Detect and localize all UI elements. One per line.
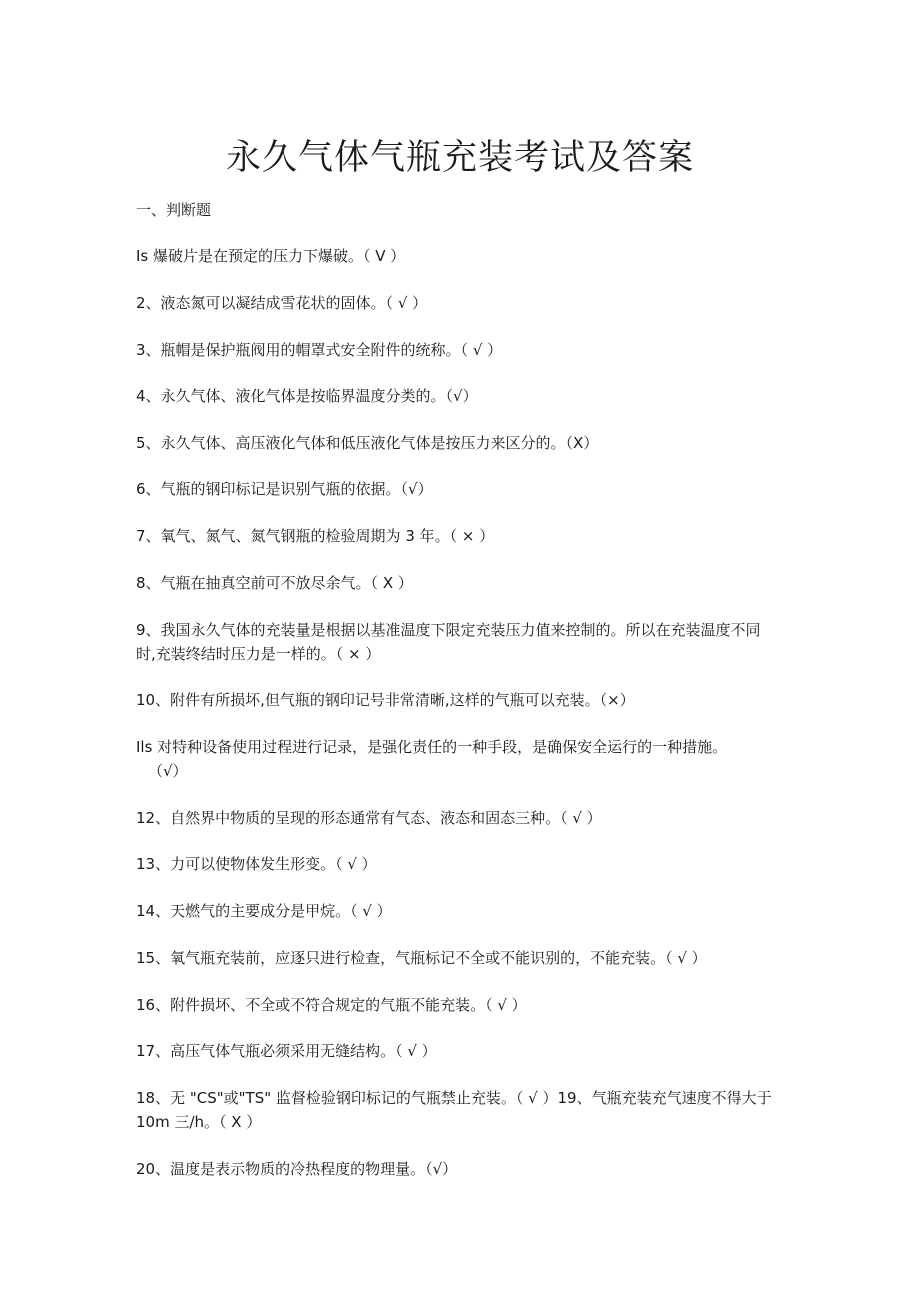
question-text: 17、高压气体气瓶必须采用无缝结构。（ √ ） [136,1042,437,1060]
question-item [136,524,784,548]
question-item [136,993,784,1017]
question-text: 12、自然界中物质的呈现的形态通常有气态、液态和固态三种。（ √ ） [136,809,602,827]
question-text: 9、我国永久气体的充装量是根据以基准温度下限定充装压力值来控制的。所以在充装温度不同 [136,621,761,639]
question-item [136,244,784,268]
question-text: 8、气瓶在抽真空前可不放尽余气。（ X ） [136,574,413,592]
question-text: 10、附件有所损坏,但气瓶的钢印记号非常清晰,这样的气瓶可以充装。（×） [136,691,635,709]
question-text: 20、温度是表示物质的冷热程度的物理量。（√） [136,1160,458,1178]
question-continuation: 时,充装终结时压力是一样的。（ × ） [136,645,381,663]
question-item [136,1086,784,1134]
question-item [136,618,784,666]
question-item [136,571,784,595]
section-heading: 一、判断题 [136,201,212,219]
question-item [136,735,784,783]
document-title: 永久气体气瓶充装考试及答案 [225,138,694,178]
question-item [136,291,784,315]
question-text: Is 爆破片是在预定的压力下爆破。（ V ） [136,247,406,265]
question-item [136,338,784,362]
question-item [136,806,784,830]
question-item [136,899,784,923]
question-text: 14、天燃气的主要成分是甲烷。（ √ ） [136,902,392,920]
question-text: 15、氧气瓶充装前，应逐只进行检查，气瓶标记不全或不能识别的，不能充装。（ √ ） [136,949,707,967]
question-text: 3、瓶帽是保护瓶阀用的帽罩式安全附件的统称。（ √ ） [136,341,503,359]
question-text: 18、无 "CS"或"TS" 监督检验钢印标记的气瓶禁止充装。（ √ ）19、气瓶充装充气速度不得大于 [136,1089,772,1107]
question-item [136,946,784,970]
question-item [136,477,784,501]
question-text: 16、附件损坏、不全或不符合规定的气瓶不能充装。（ √ ） [136,996,527,1014]
question-item [136,1157,784,1181]
question-item [136,431,784,455]
question-text: 7、氧气、氮气、氮气钢瓶的检验周期为 3 年。（ × ） [136,527,495,545]
question-text: 6、气瓶的钢印标记是识别气瓶的依据。（√） [136,480,433,498]
question-text: 13、力可以使物体发生形变。（ √ ） [136,855,377,873]
question-text: 5、永久气体、高压液化气体和低压液化气体是按压力来区分的。（X） [136,434,599,452]
question-item [136,688,784,712]
question-item [136,1039,784,1063]
question-item [136,384,784,408]
question-text: 4、永久气体、液化气体是按临界温度分类的。（√） [136,387,478,405]
question-continuation: 10m 三/h。（ X ） [136,1113,262,1131]
question-text: Ils 对特种设备使用过程进行记录，是强化责任的一种手段，是确保安全运行的一种措施。 [136,738,728,756]
question-item [136,852,784,876]
question-continuation: （√） [148,762,188,780]
question-text: 2、液态氮可以凝结成雪花状的固体。（ √ ） [136,294,428,312]
